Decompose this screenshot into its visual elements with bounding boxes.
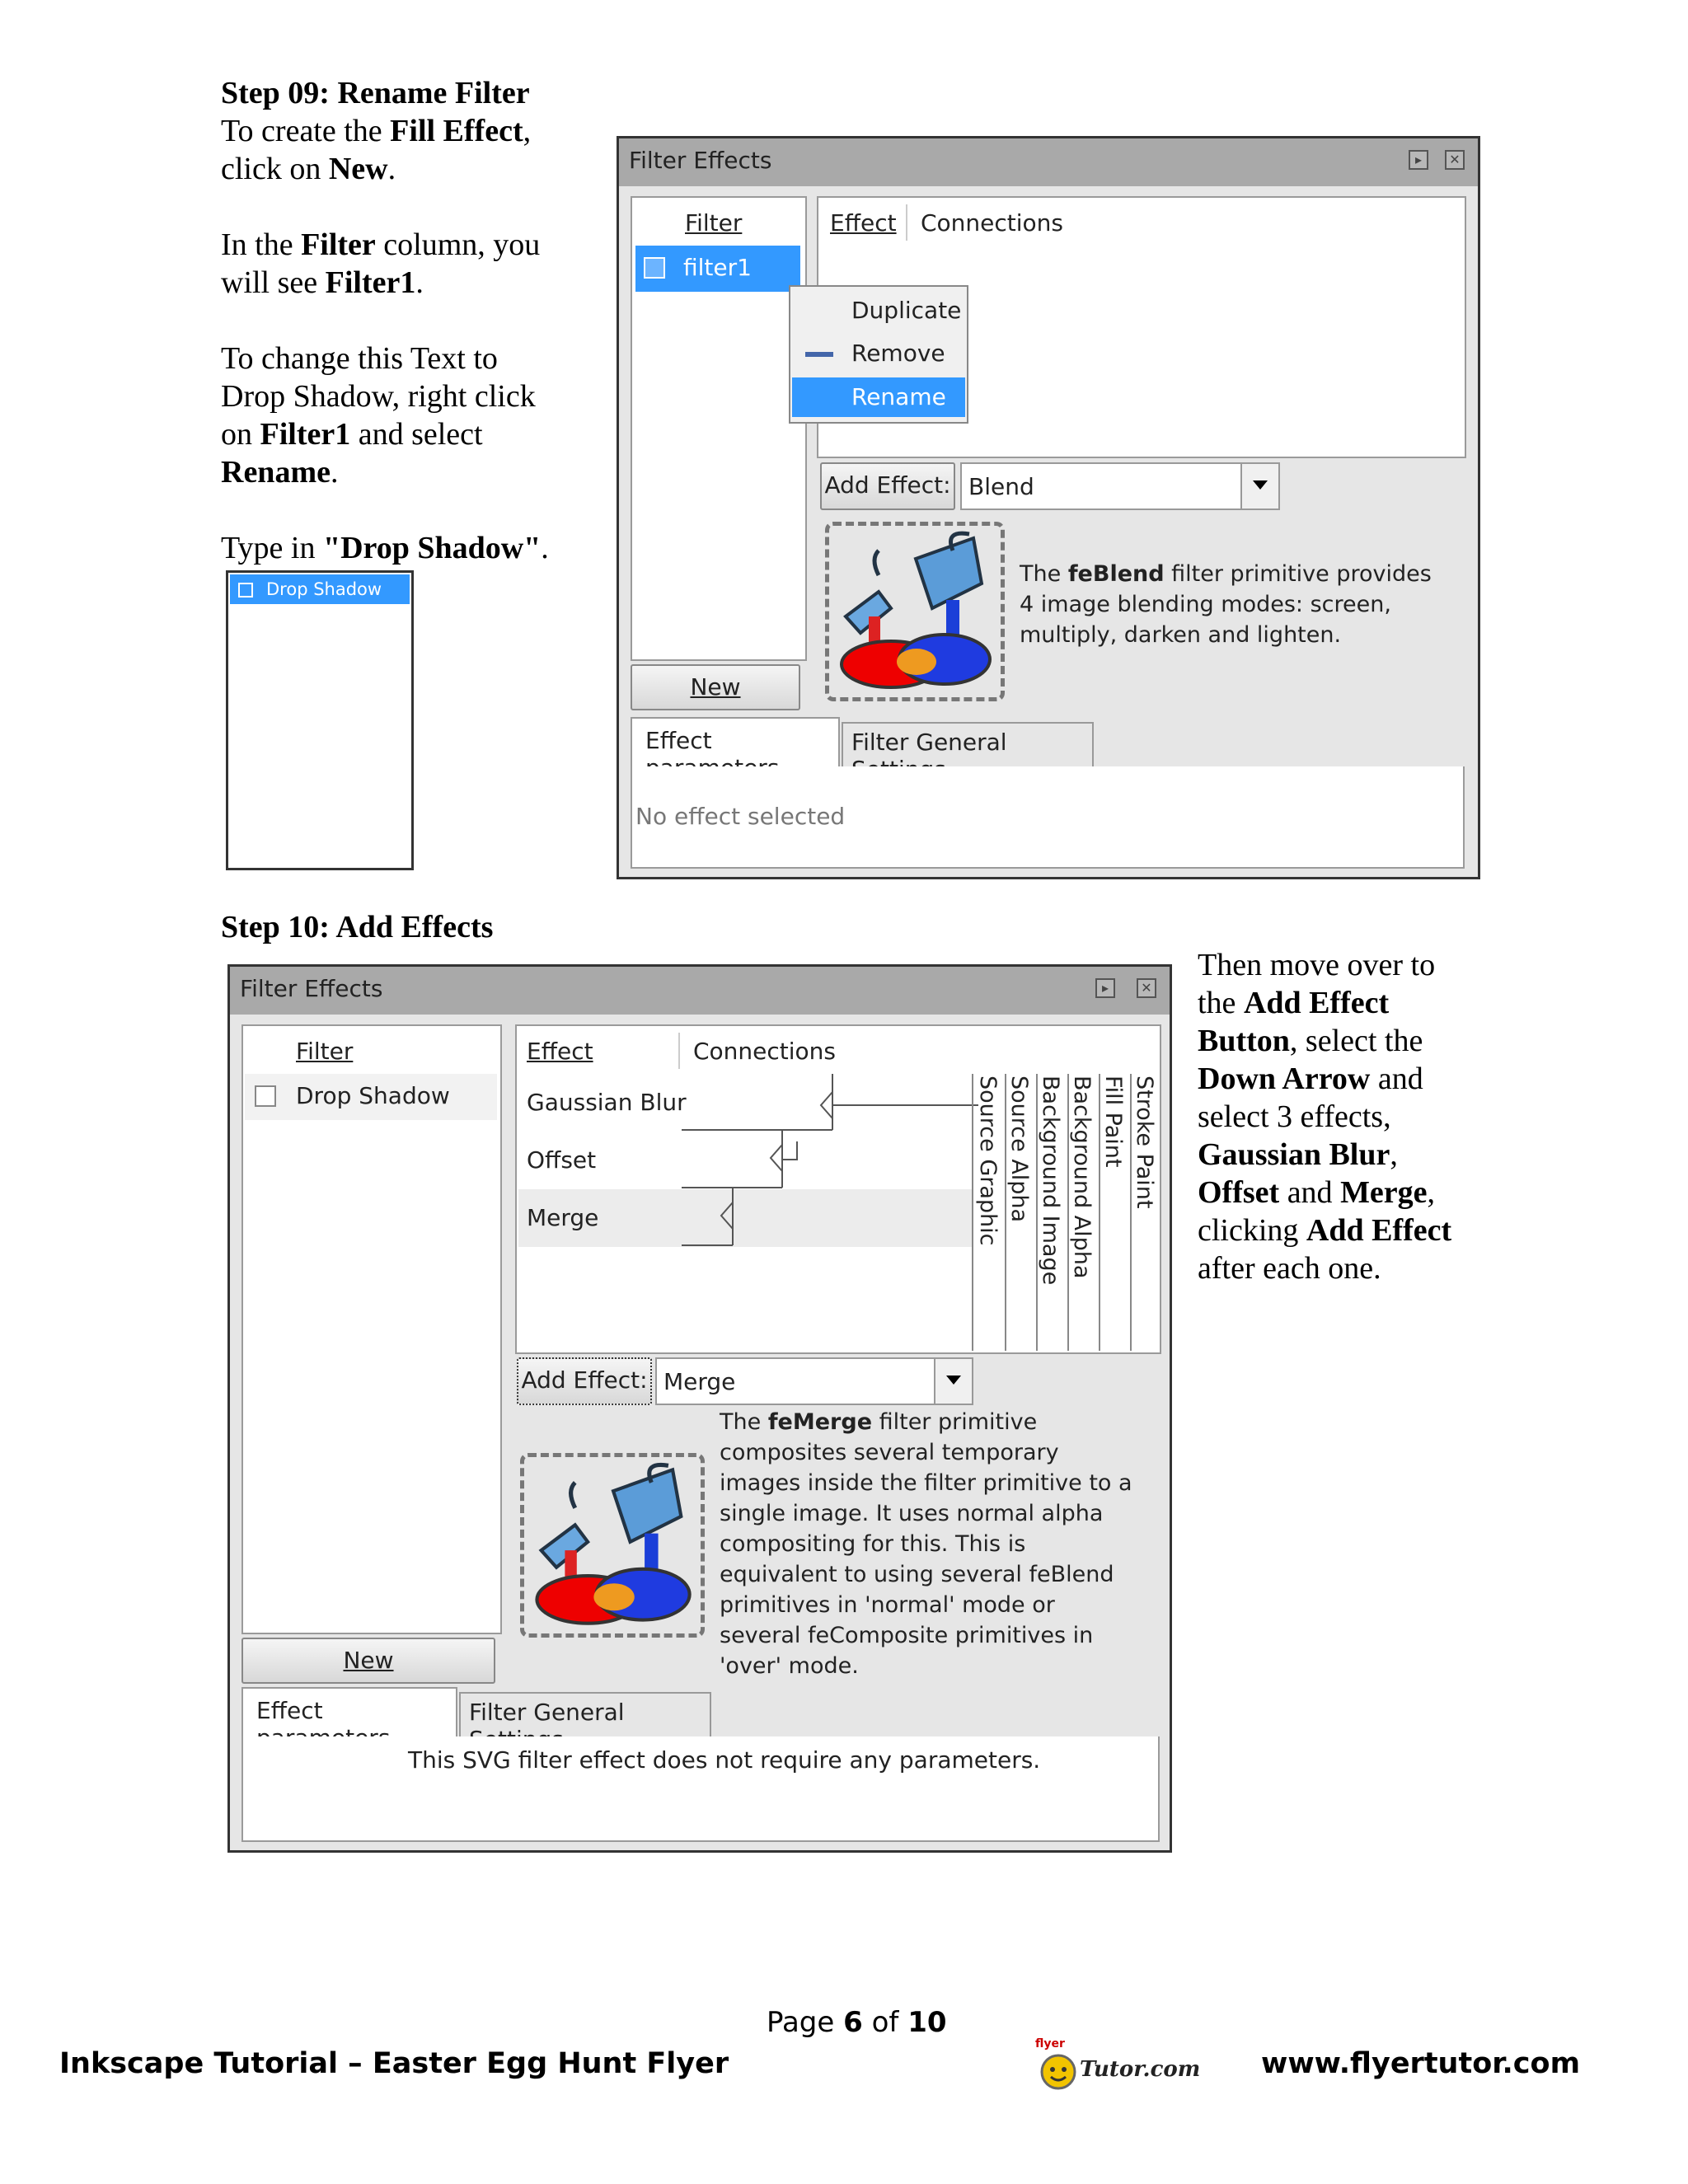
menu-item-remove[interactable] <box>790 333 967 374</box>
tab-effect-parameters[interactable]: Effect <box>241 1687 457 1738</box>
close-icon[interactable]: ✕ <box>1137 978 1156 998</box>
step09-paragraph3: To change this Text to Drop Shadow, right click on Filter1 and select Rename. <box>221 341 536 490</box>
input-label-background-alpha: Background Alpha <box>1069 1076 1095 1279</box>
effect-parameters-panel <box>631 766 1465 869</box>
step10-text: Then move over to the Add Effect Button, select the Down Arrow and select 3 effects, Gaussian Blur, Offset and Merge, clicking Add Effect after each one. <box>1198 948 1452 1286</box>
page-number: Page 6 of 10 <box>767 2006 947 2039</box>
tab-filter-general-settings[interactable]: Filter General <box>459 1692 711 1736</box>
input-label-stroke-paint: Stroke Paint <box>1132 1076 1157 1209</box>
menu-item-duplicate-label: Duplicate <box>851 297 962 324</box>
logo-text: Tutor.com <box>1080 2057 1201 2082</box>
effect-type-combo[interactable] <box>655 1357 973 1405</box>
footer-title: Inkscape Tutorial – Easter Egg Hunt Flyer <box>59 2047 729 2080</box>
filter-list-item[interactable] <box>245 1074 497 1120</box>
input-label-source-graphic: Source Graphic <box>975 1076 1001 1246</box>
add-effect-button[interactable]: Add Effect: <box>517 1357 652 1405</box>
no-effect-text: No effect selected <box>635 803 846 830</box>
effect-type-combo[interactable] <box>960 462 1280 510</box>
no-parameters-text: This SVG filter effect does not require any parameters. <box>408 1746 1041 1774</box>
tab-effect-parameters[interactable]: Effect <box>631 717 840 768</box>
input-label-source-alpha: Source Alpha <box>1006 1076 1032 1223</box>
filter-effects-window-1 <box>617 136 1480 879</box>
filter-item-label: Drop Shadow <box>296 1082 450 1109</box>
dock-icon[interactable]: ▸ <box>1409 150 1428 170</box>
window1-title: Filter Effects <box>629 147 772 174</box>
step09-paragraph4: Type in "Drop Shadow". <box>221 531 549 565</box>
menu-item-rename[interactable] <box>792 377 965 417</box>
effect-type-value: Blend <box>968 473 1034 500</box>
filter-list-panel <box>241 1024 502 1634</box>
filter-column-header[interactable]: Filter <box>685 209 743 237</box>
drop-shadow-preview <box>226 570 414 870</box>
chevron-down-icon[interactable] <box>934 1359 972 1404</box>
effect-row-label: Offset <box>527 1146 597 1174</box>
flyertutor-logo <box>1034 2037 1207 2097</box>
input-label-background-image: Background Image <box>1038 1076 1063 1286</box>
step09-paragraph2: In the Filter column, you will see Filter1. <box>221 227 541 300</box>
filter-item-label: filter1 <box>683 254 752 281</box>
footer-website[interactable]: www.flyertutor.com <box>1261 2047 1581 2080</box>
input-label-fill-paint: Fill Paint <box>1100 1076 1126 1168</box>
step09-paragraph1: To create the Fill Effect, click on New. <box>221 114 532 186</box>
add-effect-button[interactable]: Add Effect: <box>820 462 955 510</box>
context-menu <box>789 285 968 424</box>
window2-title: Filter Effects <box>240 975 383 1002</box>
effect-description: The feMerge filter primitive composites several temporary images inside the filter primitive to a single image. It uses normal alpha compositing for this. This is equivalent to using several feBlend primitives in 'normal' mode or several feComposite primitives in 'over' mode. <box>720 1409 1132 1679</box>
filter-column-header[interactable]: Filter <box>296 1038 354 1065</box>
input-columns <box>972 1074 1160 1351</box>
new-filter-button[interactable]: New <box>631 664 800 710</box>
effect-list-panel <box>515 1024 1161 1354</box>
tab-filter-general-settings[interactable]: Filter General <box>842 722 1094 766</box>
filter-checkbox[interactable] <box>644 257 665 279</box>
effect-row-label: Gaussian Blur <box>527 1089 687 1116</box>
dock-icon[interactable]: ▸ <box>1095 978 1115 998</box>
step10-heading: Step 10: Add Effects <box>221 910 494 944</box>
logo-top-text: flyer <box>1035 2037 1065 2050</box>
feblend-icon <box>825 522 1005 701</box>
menu-item-rename-label: Rename <box>851 383 946 410</box>
femerge-icon <box>520 1453 705 1638</box>
step09-text <box>221 74 600 567</box>
effect-type-value: Merge <box>663 1368 736 1395</box>
window2-titlebar <box>230 967 1170 1015</box>
effect-parameters-panel <box>241 1736 1160 1842</box>
filter-list-item[interactable] <box>635 246 800 292</box>
filter-list-panel <box>631 196 807 661</box>
remove-icon <box>805 352 833 357</box>
preview-item-label: Drop Shadow <box>266 579 382 599</box>
effect-row-label: Merge <box>527 1204 599 1231</box>
effect-column-header[interactable]: Effect <box>830 209 897 237</box>
window1-titlebar <box>619 138 1478 186</box>
preview-checkbox[interactable] <box>238 583 253 598</box>
filter-effects-window-2 <box>227 964 1172 1853</box>
effect-description: The feBlend filter primitive provides 4 image blending modes: screen, multiply, darken and lighten. <box>1020 561 1432 648</box>
effect-column-header[interactable]: Effect <box>527 1038 593 1065</box>
connections-column-header[interactable]: Connections <box>921 209 1064 237</box>
chevron-down-icon[interactable] <box>1240 464 1278 509</box>
close-icon[interactable]: ✕ <box>1445 150 1465 170</box>
drop-shadow-preview-row[interactable] <box>230 574 410 604</box>
menu-item-duplicate[interactable] <box>790 290 967 331</box>
step09-heading: Step 09: Rename Filter <box>221 76 530 110</box>
connections-column-header[interactable]: Connections <box>693 1038 837 1065</box>
new-filter-button[interactable]: New <box>241 1638 495 1684</box>
menu-item-remove-label: Remove <box>851 340 945 367</box>
filter-checkbox[interactable] <box>255 1085 276 1107</box>
connection-lines <box>517 1026 978 1257</box>
